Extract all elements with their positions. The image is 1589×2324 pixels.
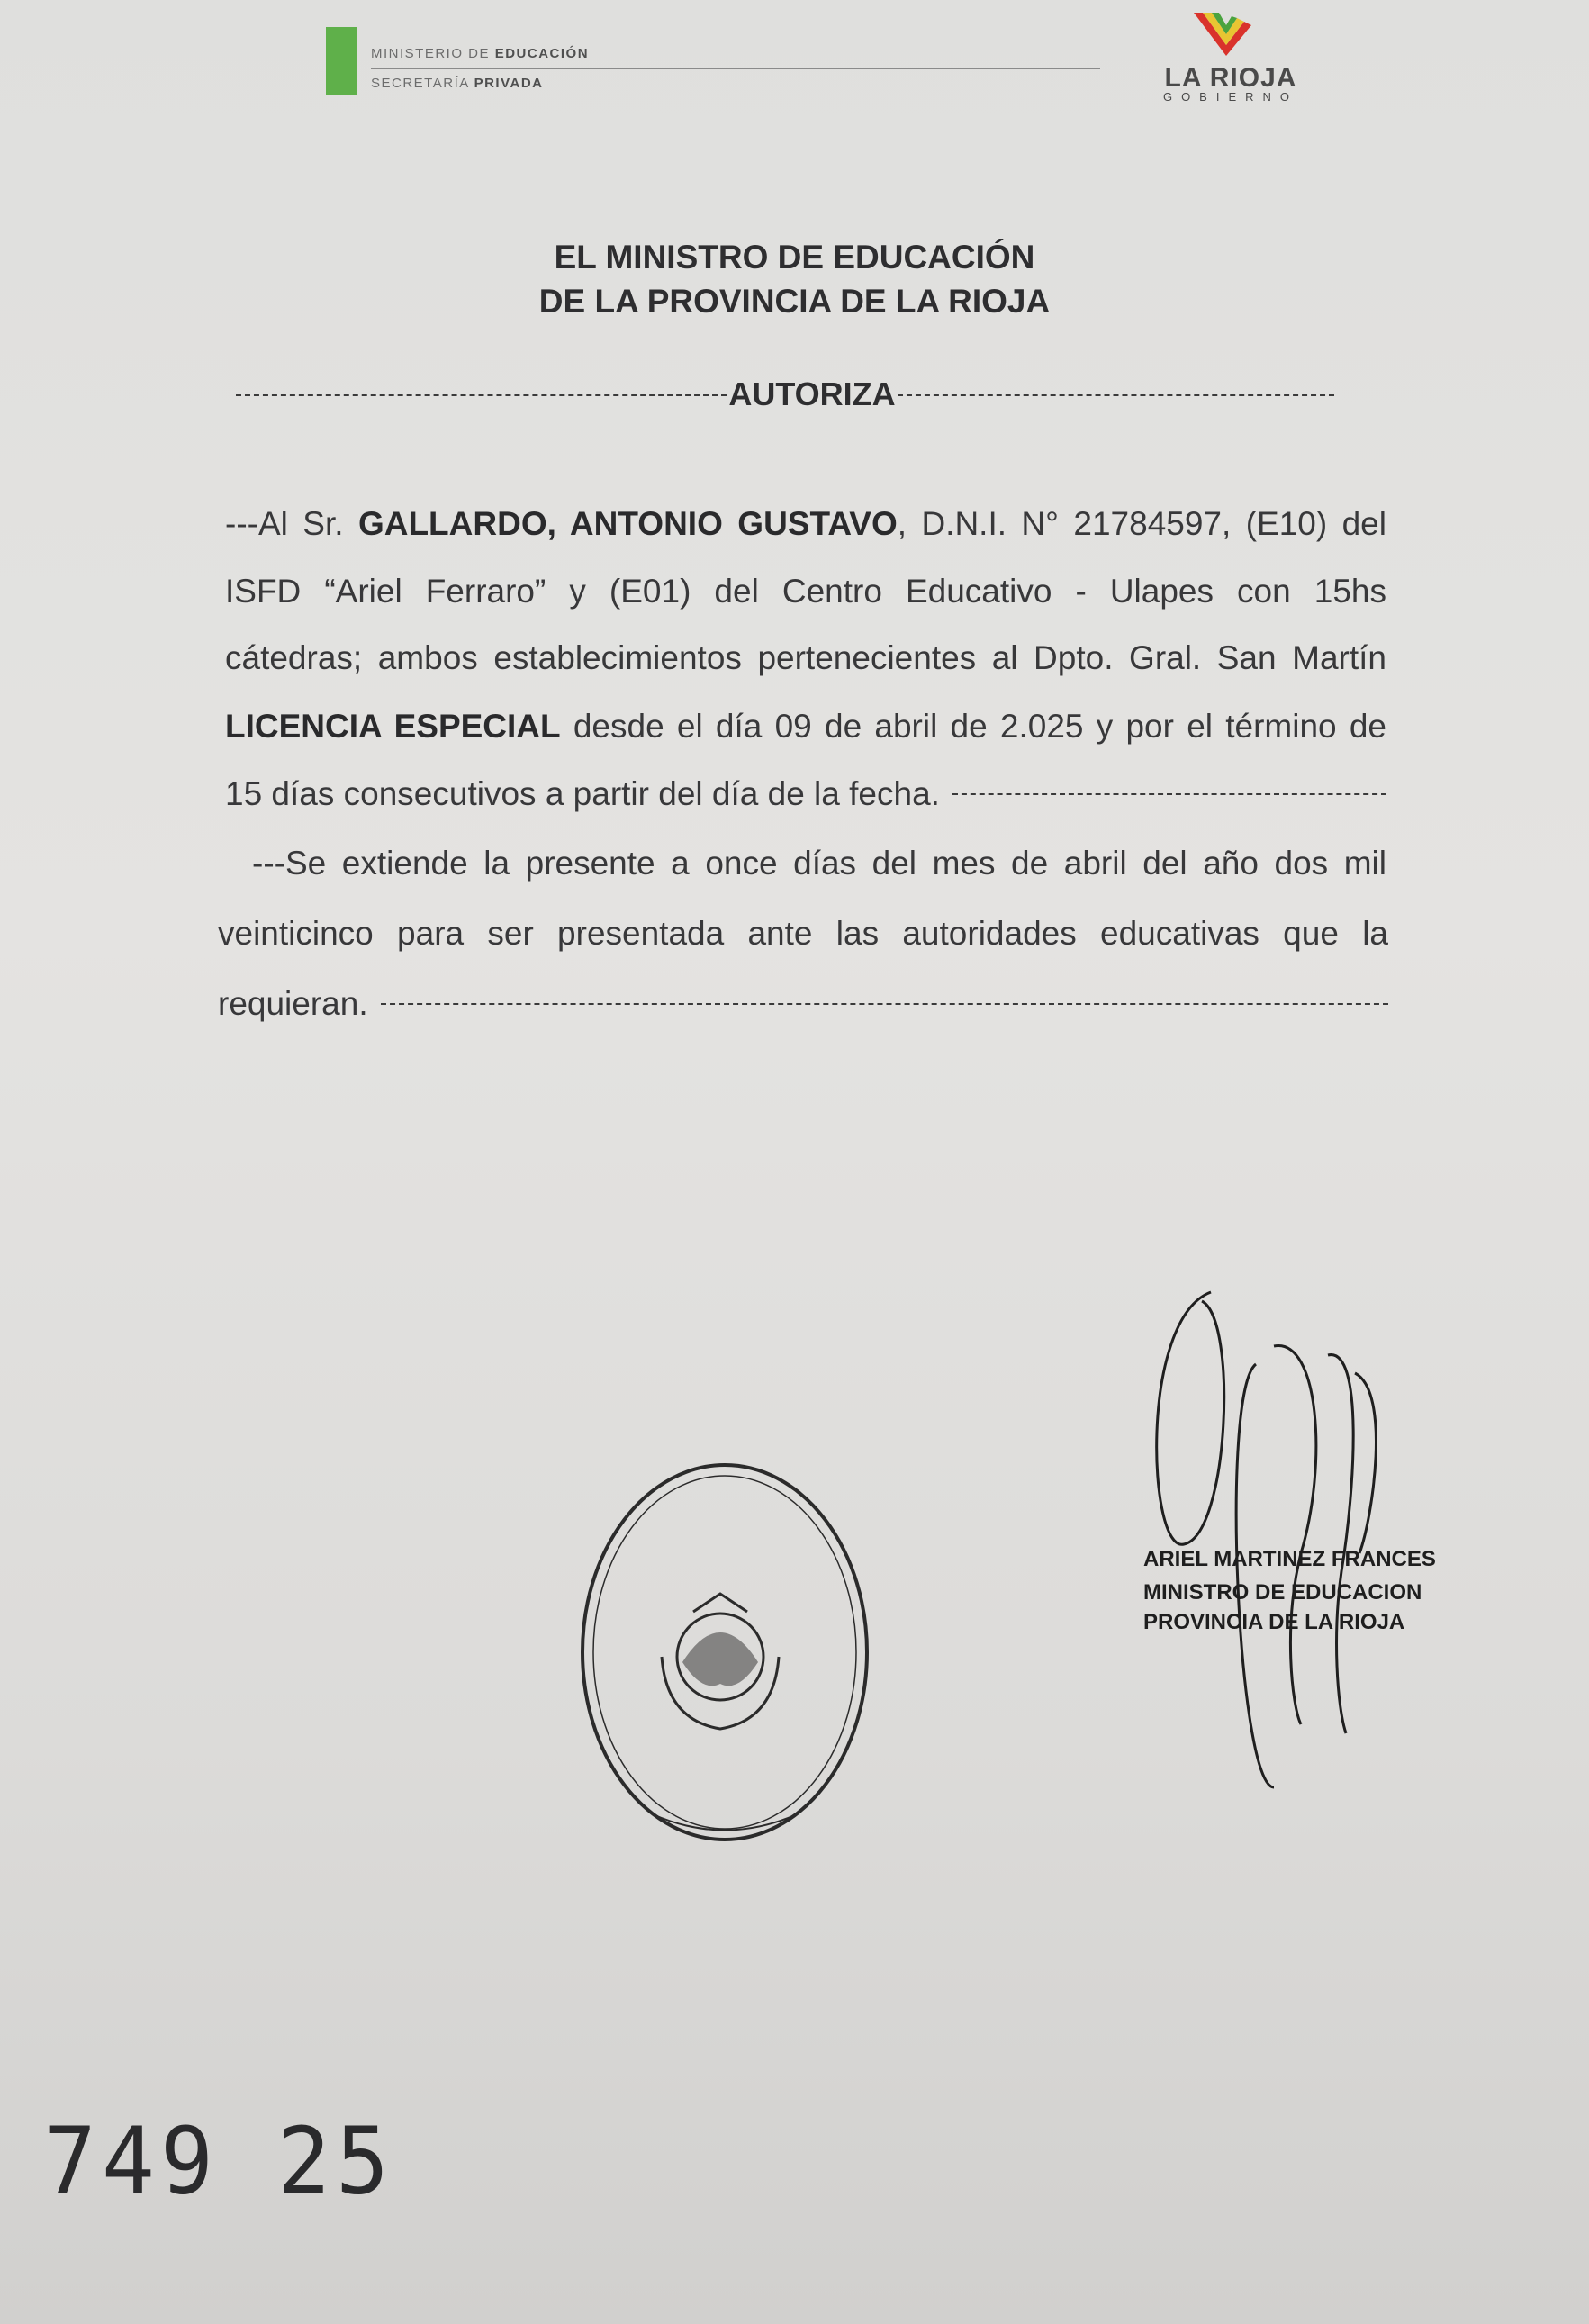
body-line: [218, 984, 1388, 1024]
ministry-header: [371, 46, 589, 61]
header-rule: [371, 68, 1100, 69]
body-line: [225, 774, 1386, 814]
ministry-seal-icon: [567, 1450, 873, 1855]
folio-number: 749 25: [43, 2108, 395, 2216]
signatory-role: MINISTRO DE EDUCACION: [1143, 1580, 1422, 1605]
line-text: desde el día 09 de abril de 2.025 y por el término de: [560, 708, 1386, 745]
dash-fill: [381, 1003, 1388, 1005]
office-bold: PRIVADA: [474, 76, 544, 91]
teacher-name: GALLARDO, ANTONIO GUSTAVO: [357, 505, 898, 542]
authorize-heading: [236, 375, 1334, 415]
office-prefix: SECRETARÍA: [371, 76, 469, 91]
ministry-prefix: MINISTERIO DE: [371, 46, 491, 61]
dash-rule-right: [898, 394, 1334, 396]
signatory-name: ARIEL MARTINEZ FRANCES: [1143, 1547, 1436, 1571]
line-text: ---Al Sr.: [225, 505, 358, 542]
authorize-word: AUTORIZA: [728, 375, 896, 412]
office-header: [371, 76, 544, 91]
line-text: , D.N.I. N° 21784597, (E10) del: [897, 505, 1386, 542]
license-type: LICENCIA ESPECIAL: [225, 708, 561, 745]
line-text: 15 días consecutivos a partir del día de la fecha.: [225, 775, 940, 812]
la-rioja-logo-icon: [1190, 9, 1255, 61]
body-line: cátedras; ambos establecimientos pertenecientes al Dpto. Gral. San Martín: [225, 639, 1386, 676]
title-line-2: DE LA PROVINCIA DE LA RIOJA: [538, 283, 1051, 320]
logo-name: LA RIOJA: [1164, 63, 1297, 93]
body-line: ISFD “Ariel Ferraro” y (E01) del Centro Educativo - Ulapes con 15hs: [225, 573, 1386, 610]
body-line: [225, 504, 1386, 544]
title-line-1: EL MINISTRO DE EDUCACIÓN: [554, 239, 1035, 276]
logo-subtitle: GOBIERNO: [1162, 90, 1299, 104]
body-line: ---Se extiende la presente a once días del mes de abril del año dos mil: [252, 845, 1386, 882]
body-line: [225, 707, 1386, 746]
signatory-province: PROVINCIA DE LA RIOJA: [1143, 1610, 1405, 1634]
ministry-bold: EDUCACIÓN: [494, 46, 590, 61]
ministry-green-bar: [326, 27, 357, 95]
dash-fill: [952, 793, 1386, 795]
line-text: requieran.: [218, 985, 368, 1022]
body-line: veinticinco para ser presentada ante las autoridades educativas que la: [218, 915, 1388, 952]
dash-rule-left: [236, 394, 727, 396]
